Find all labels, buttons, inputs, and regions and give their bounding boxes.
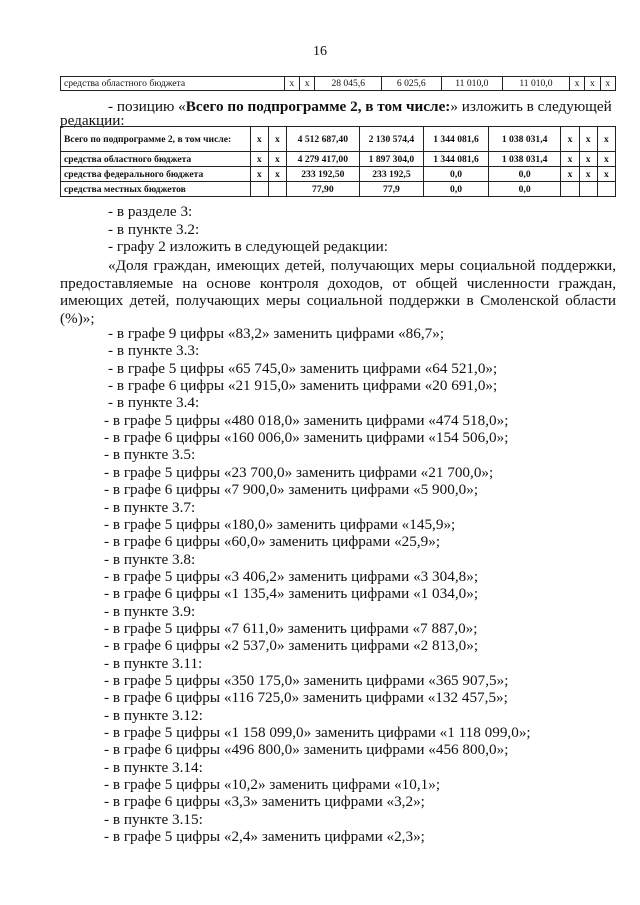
intro-prefix: - позицию « xyxy=(108,98,186,115)
table-cell: х xyxy=(300,77,315,91)
table-cell: х xyxy=(250,127,268,152)
table-cell xyxy=(250,182,268,197)
table-cell: 1 344 081,6 xyxy=(424,152,489,167)
change-line: - в графе 6 цифры «496 800,0» заменить цифрами «456 800,0»; xyxy=(104,741,509,759)
change-line: - в графе 5 цифры «7 611,0» заменить цифрами «7 887,0»; xyxy=(104,619,478,637)
table-cell: х xyxy=(268,127,286,152)
table-cell: 233 192,50 xyxy=(287,167,360,182)
table-cell xyxy=(268,182,286,197)
table-cell: х xyxy=(579,167,597,182)
table-cell: х xyxy=(597,127,615,152)
table-row xyxy=(61,167,616,182)
change-line: - в пункте 3.12: xyxy=(104,706,203,724)
row-label: средства федерального бюджета xyxy=(61,167,251,182)
change-line: - в графе 5 цифры «2,4» заменить цифрами «2,3»; xyxy=(104,828,425,846)
table-row xyxy=(61,152,616,167)
intro-suffix: » изложить в следующей xyxy=(450,98,612,115)
table-cell: х xyxy=(585,77,600,91)
table-cell: 1 038 031,4 xyxy=(488,152,561,167)
page-number: 16 xyxy=(313,44,327,59)
change-line: - в пункте 3.9: xyxy=(104,602,196,620)
table-cell: 28 045,6 xyxy=(315,77,382,91)
change-line: - в графе 6 цифры «116 725,0» заменить цифрами «132 457,5»; xyxy=(104,689,508,707)
change-line: - в графе 6 цифры «160 006,0» заменить цифрами «154 506,0»; xyxy=(104,429,509,447)
row-label: Всего по подпрограмме 2, в том числе: xyxy=(61,127,251,152)
table-cell: 11 010,0 xyxy=(441,77,503,91)
table-cell: 1 344 081,6 xyxy=(424,127,489,152)
table-cell xyxy=(561,182,579,197)
instruction-line: - графу 2 изложить в следующей редакции: xyxy=(108,238,389,255)
change-line: - в пункте 3.3: xyxy=(108,342,200,360)
change-line: - в пункте 3.11: xyxy=(104,654,203,672)
table-cell: 0,0 xyxy=(488,182,561,197)
table-cell: х xyxy=(561,152,579,167)
table-cell: 11 010,0 xyxy=(503,77,570,91)
change-line: - в графе 6 цифры «21 915,0» заменить цифрами «20 691,0»; xyxy=(108,377,498,395)
table-cell: 6 025,6 xyxy=(382,77,442,91)
intro-bold: Всего по подпрограмме 2, в том числе: xyxy=(185,98,451,115)
budget-table-top xyxy=(60,76,616,91)
table-cell: х xyxy=(561,167,579,182)
change-line: - в графе 5 цифры «10,2» заменить цифрами «10,1»; xyxy=(104,776,441,794)
table-cell: х xyxy=(597,167,615,182)
quote-paragraph: «Доля граждан, имеющих детей, получающих меры социальной поддержки, предоставляемые на основе контроля доходов, от общей численности граждан, имеющих детей, получающих меры социальной поддержки в Смоленской области (%)»; xyxy=(60,257,616,327)
change-line: - в графе 5 цифры «350 175,0» заменить цифрами «365 907,5»; xyxy=(104,672,509,689)
table-cell: 77,90 xyxy=(287,182,360,197)
change-line: - в пункте 3.7: xyxy=(104,498,196,516)
table-cell: 4 512 687,40 xyxy=(287,127,360,152)
table-cell xyxy=(579,182,597,197)
change-line: - в графе 5 цифры «180,0» заменить цифрами «145,9»; xyxy=(104,515,456,533)
table-cell: х xyxy=(569,77,584,91)
row-label: средства областного бюджета xyxy=(61,152,251,167)
table-cell: х xyxy=(561,127,579,152)
change-line: - в графе 6 цифры «3,3» заменить цифрами «3,2»; xyxy=(104,793,425,811)
row-label: средства местных бюджетов xyxy=(61,182,251,197)
table-cell: 1 038 031,4 xyxy=(488,127,561,152)
change-line: - в пункте 3.14: xyxy=(104,758,203,776)
instruction-line: - в пункте 3.2: xyxy=(108,220,200,238)
change-line: - в графе 9 цифры «83,2» заменить цифрами «86,7»; xyxy=(108,325,445,342)
change-line: - в пункте 3.5: xyxy=(104,446,196,464)
table-cell: х xyxy=(579,127,597,152)
table-cell: х xyxy=(250,167,268,182)
table-cell xyxy=(597,182,615,197)
table-row xyxy=(61,77,616,91)
change-line: - в графе 6 цифры «60,0» заменить цифрами «25,9»; xyxy=(104,533,441,551)
table-cell: 0,0 xyxy=(424,182,489,197)
table-cell: х xyxy=(250,152,268,167)
change-line: - в пункте 3.15: xyxy=(104,810,203,828)
table-cell: х xyxy=(284,77,299,91)
change-line: - в графе 5 цифры «3 406,2» заменить цифрами «3 304,8»; xyxy=(104,567,479,585)
change-line: - в графе 5 цифры «1 158 099,0» заменить цифрами «1 118 099,0»; xyxy=(104,724,531,742)
table-cell: 77,9 xyxy=(359,182,424,197)
change-line: - в графе 5 цифры «65 745,0» заменить цифрами «64 521,0»; xyxy=(108,359,498,377)
table-row xyxy=(61,182,616,197)
table-cell: х xyxy=(268,167,286,182)
table-cell: 2 130 574,4 xyxy=(359,127,424,152)
change-line: - в графе 5 цифры «480 018,0» заменить цифрами «474 518,0»; xyxy=(104,411,509,429)
table-cell: х xyxy=(579,152,597,167)
table-cell: х xyxy=(268,152,286,167)
intro-line-2: редакции: xyxy=(60,112,125,129)
instruction-line: - в разделе 3: xyxy=(108,203,193,220)
intro-line-1 xyxy=(60,99,616,115)
table-cell: 1 897 304,0 xyxy=(359,152,424,167)
table-cell: 4 279 417,00 xyxy=(287,152,360,167)
table-cell: х xyxy=(597,152,615,167)
table-row xyxy=(61,127,616,152)
table-cell: 0,0 xyxy=(424,167,489,182)
table-cell: 0,0 xyxy=(488,167,561,182)
change-line: - в графе 6 цифры «7 900,0» заменить цифрами «5 900,0»; xyxy=(104,481,479,499)
change-line: - в пункте 3.8: xyxy=(104,550,196,568)
change-line: - в графе 5 цифры «23 700,0» заменить цифрами «21 700,0»; xyxy=(104,463,494,481)
change-line: - в графе 6 цифры «2 537,0» заменить цифрами «2 813,0»; xyxy=(104,637,479,655)
table-cell: 233 192,5 xyxy=(359,167,424,182)
change-line: - в пункте 3.4: xyxy=(108,394,200,412)
change-line: - в графе 6 цифры «1 135,4» заменить цифрами «1 034,0»; xyxy=(104,585,479,603)
table-cell: х xyxy=(600,77,615,91)
row-label: средства областного бюджета xyxy=(61,77,285,91)
budget-table-total xyxy=(60,126,616,197)
